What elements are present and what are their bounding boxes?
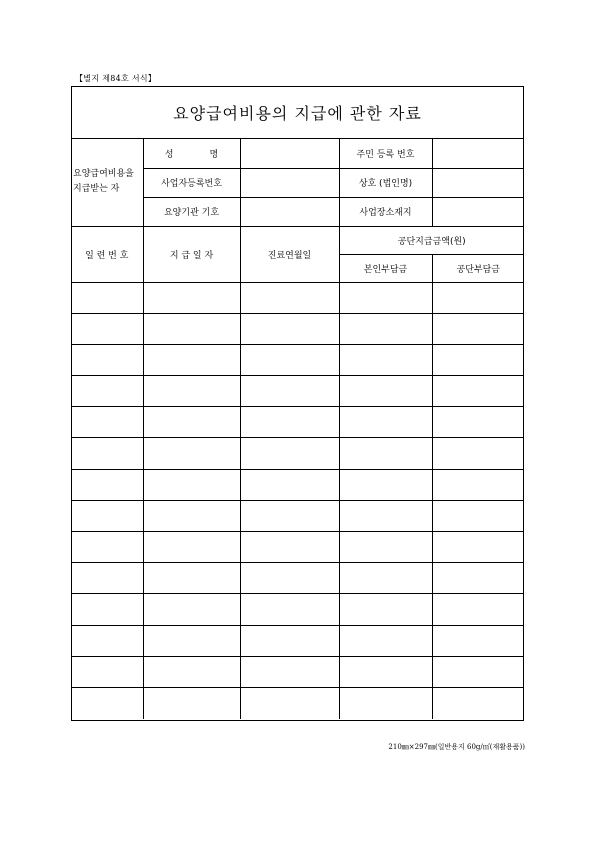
treatment-month-cell[interactable]	[240, 407, 339, 438]
table-row	[71, 313, 524, 344]
serial-number-cell[interactable]	[71, 313, 143, 344]
serial-number-cell[interactable]	[71, 563, 143, 594]
patient-share-cell[interactable]	[339, 687, 432, 718]
institution-code-field[interactable]	[240, 197, 339, 226]
table-row	[71, 594, 524, 625]
treatment-month-cell[interactable]	[240, 563, 339, 594]
table-row	[71, 563, 524, 594]
corp-share-cell[interactable]	[432, 282, 524, 313]
patient-share-cell[interactable]	[339, 407, 432, 438]
treatment-month-cell[interactable]	[240, 376, 339, 407]
payment-date-cell[interactable]	[143, 563, 240, 594]
corp-share-cell[interactable]	[432, 563, 524, 594]
corp-share-cell[interactable]	[432, 438, 524, 469]
table-row	[71, 656, 524, 687]
treatment-month-cell[interactable]	[240, 313, 339, 344]
table-row	[71, 469, 524, 500]
table-row	[71, 438, 524, 469]
corp-share-cell[interactable]	[432, 407, 524, 438]
corp-share-cell[interactable]	[432, 500, 524, 531]
treatment-month-cell[interactable]	[240, 500, 339, 531]
patient-share-cell[interactable]	[339, 625, 432, 656]
patient-share-cell[interactable]	[339, 500, 432, 531]
recipient-label: 요양급여비용을 지급받는 자	[71, 139, 143, 226]
payment-date-cell[interactable]	[143, 625, 240, 656]
paper-spec-note: 210㎜×297㎜(일반용지 60g/㎡(재활용품))	[388, 743, 525, 751]
name-label: 성 명	[143, 139, 240, 168]
table-row	[71, 344, 524, 375]
patient-share-cell[interactable]	[339, 532, 432, 563]
serial-number-cell[interactable]	[71, 687, 143, 718]
serial-number-cell[interactable]	[71, 625, 143, 656]
treatment-month-cell[interactable]	[240, 656, 339, 687]
business-number-label: 사업자등록번호	[143, 168, 240, 197]
institution-code-label: 요양기관 기호	[143, 197, 240, 226]
serial-number-cell[interactable]	[71, 344, 143, 375]
company-name-label: 상호 (법인명)	[339, 168, 432, 197]
corp-share-cell[interactable]	[432, 687, 524, 718]
payment-date-cell[interactable]	[143, 656, 240, 687]
form-table	[71, 139, 524, 719]
table-row	[71, 376, 524, 407]
payment-date-header: 지 급 일 자	[143, 226, 240, 282]
payment-date-cell[interactable]	[143, 532, 240, 563]
corp-share-cell[interactable]	[432, 344, 524, 375]
treatment-month-cell[interactable]	[240, 594, 339, 625]
treatment-month-cell[interactable]	[240, 625, 339, 656]
form-number-label: 【별지 제84호 서식】	[75, 74, 157, 83]
corp-payment-header: 공단지급금액(원)	[339, 226, 524, 254]
patient-share-cell[interactable]	[339, 344, 432, 375]
serial-number-cell[interactable]	[71, 656, 143, 687]
serial-number-cell[interactable]	[71, 407, 143, 438]
payment-date-cell[interactable]	[143, 282, 240, 313]
treatment-month-cell[interactable]	[240, 532, 339, 563]
form-title: 요양급여비용의 지급에 관한 자료	[71, 86, 524, 139]
corp-share-cell[interactable]	[432, 376, 524, 407]
patient-share-cell[interactable]	[339, 282, 432, 313]
table-row	[71, 625, 524, 656]
business-address-label: 사업장소재지	[339, 197, 432, 226]
payment-date-cell[interactable]	[143, 438, 240, 469]
patient-share-cell[interactable]	[339, 438, 432, 469]
treatment-month-cell[interactable]	[240, 687, 339, 718]
patient-share-cell[interactable]	[339, 313, 432, 344]
patient-share-cell[interactable]	[339, 563, 432, 594]
table-row	[71, 500, 524, 531]
business-address-field[interactable]	[432, 197, 524, 226]
serial-number-cell[interactable]	[71, 594, 143, 625]
corp-share-cell[interactable]	[432, 313, 524, 344]
treatment-month-cell[interactable]	[240, 282, 339, 313]
payment-date-cell[interactable]	[143, 594, 240, 625]
patient-share-cell[interactable]	[339, 594, 432, 625]
table-row	[71, 687, 524, 718]
serial-number-cell[interactable]	[71, 376, 143, 407]
payment-date-cell[interactable]	[143, 376, 240, 407]
payment-date-cell[interactable]	[143, 313, 240, 344]
treatment-month-cell[interactable]	[240, 344, 339, 375]
corp-share-cell[interactable]	[432, 532, 524, 563]
serial-number-cell[interactable]	[71, 438, 143, 469]
corp-share-cell[interactable]	[432, 625, 524, 656]
resident-number-field[interactable]	[432, 139, 524, 168]
table-row	[71, 282, 524, 313]
company-name-field[interactable]	[432, 168, 524, 197]
treatment-month-header: 진료연월일	[240, 226, 339, 282]
business-number-field[interactable]	[240, 168, 339, 197]
payment-date-cell[interactable]	[143, 344, 240, 375]
serial-number-cell[interactable]	[71, 500, 143, 531]
payment-date-cell[interactable]	[143, 407, 240, 438]
table-row	[71, 407, 524, 438]
patient-share-header: 본인부담금	[339, 254, 432, 282]
table-row	[71, 532, 524, 563]
payment-date-cell[interactable]	[143, 687, 240, 718]
payment-date-cell[interactable]	[143, 469, 240, 500]
serial-number-cell[interactable]	[71, 469, 143, 500]
patient-share-cell[interactable]	[339, 656, 432, 687]
patient-share-cell[interactable]	[339, 376, 432, 407]
corp-share-cell[interactable]	[432, 656, 524, 687]
corp-share-cell[interactable]	[432, 469, 524, 500]
serial-number-cell[interactable]	[71, 282, 143, 313]
payment-date-cell[interactable]	[143, 500, 240, 531]
patient-share-cell[interactable]	[339, 469, 432, 500]
serial-number-cell[interactable]	[71, 532, 143, 563]
treatment-month-cell[interactable]	[240, 438, 339, 469]
serial-number-header: 일 련 번 호	[71, 226, 143, 282]
name-field[interactable]	[240, 139, 339, 168]
corp-share-header: 공단부담금	[432, 254, 524, 282]
resident-number-label: 주민 등록 번호	[339, 139, 432, 168]
treatment-month-cell[interactable]	[240, 469, 339, 500]
corp-share-cell[interactable]	[432, 594, 524, 625]
